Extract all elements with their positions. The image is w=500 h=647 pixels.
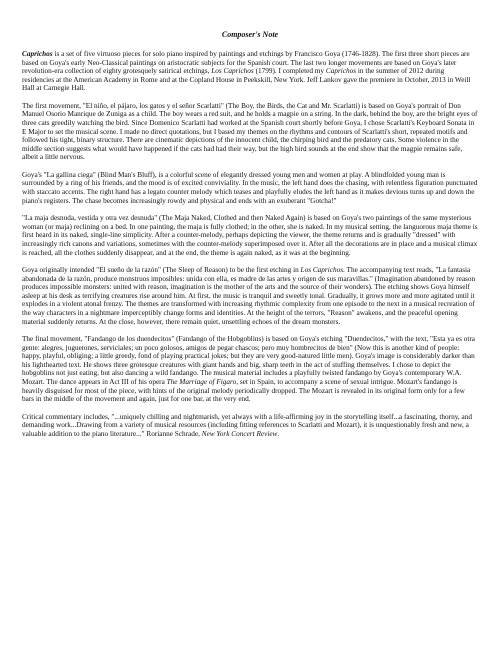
paragraph-text: is a set of five virtuoso pieces for solo piano inspired by paintings and etchings by Francisco Goya (1746-1828). The first three short pieces are based on Goya's early Neo-Classical paintings on aristocratic subjects for the Spanish court. The last two longer movements are based on Goya's later revolution-era collection of eighty grotesquely satirical etchings, — [22, 50, 470, 76]
emphasized-text: Los Caprichos — [300, 266, 344, 275]
paragraph-text: The final movement, "Fandango de los duendecitos" (Fandango of the Hobgoblins) is based on Goya's etching "Duendecitos," with the text, "Esta ya es otra gente: alegres, juguetones, serviciales; un poco golosos, amigos de pegar chascos; pero muy hombrecitos de bien" (Now this is another kind of people: happy, playful, obliging; a little greedy, fond of playing practical jokes; but they are very good-natured little men). Goya's image is considerably darker than his lighthearted text. He shows three grotesque creatures with giant hands and big, sharp teeth in the act of stuffing themselves. I chose to depict the hobgoblins not just eating, but also dancing a wild fandango. The musical material includes a playfully twisted fandango by Goya's contemporary W.A. Mozart. The dance appears in Act III of his opera — [22, 335, 476, 386]
paragraph-text: The first movement, "El niño, el pájaro, los gatos y el señor Scarlatti" (The Boy, the Birds, the Cat and Mr. Scarlatti) is based on Goya's portrait of Don Manuel Osorio Manrique de Zuniga as a child. The boy wears a red suit, and he holds a magpie on a string. In the dark, behind the boy, are the bright eyes of three cats greedily watching the bird. Since Domenico Scarlatti had worked at the Spanish court shortly before Goya, I chose Scarlatti's Keyboard Sonata in E Major to set the musical scene. I made no direct quotations, but I based my themes on the rhythms and contours of Scarlatti's short, repeated motifs and followed his tight, binary structure. There are cinematic depictions of the innocent child, the chirping bird and the predatory cats. Some violence in the middle section suggests what would have happened if the cats had had their way, but the high bird sounds at the end show that the magpie remains safe, albeit a little nervous. — [22, 101, 478, 162]
paragraph-text: . — [277, 429, 280, 438]
document-body — [22, 50, 478, 438]
paragraph-text: (1799). I completed my — [253, 67, 326, 76]
page-title: Composer's Note — [221, 30, 279, 39]
emphasized-text: Caprichos — [22, 50, 53, 58]
paragraph-text: in the summer of 2012 during residencies at the American Academy in Rome and at the Copland House in Peekskill, New York. Jeff Lankov gave the premiere in October, 2013 in Weill Hall at Carnegie Hall. — [22, 67, 471, 93]
emphasized-text: Caprichos — [325, 67, 357, 76]
paragraph — [22, 413, 478, 439]
paragraph-text: , set in Spain, to accompany a scene of sexual intrigue. Mozart's fandango is heavily disguised for most of the piece, with hints of the original melody periodically dropped. The Mozart is revealed in its original form only for a few bars in the middle of the movement and again, just for one bar, at the very end. — [22, 377, 465, 404]
paragraph — [22, 266, 478, 326]
paragraph — [22, 171, 478, 205]
emphasized-text: New York Concert Review — [201, 429, 278, 438]
emphasized-text: The Marriage of Figaro — [166, 377, 237, 386]
paragraph-text: "La maja desnuda, vestida y otra vez desnuda" (The Maja Naked, Clothed and then Naked Again) is based on Goya's two paintings of the same mysterious woman (or maja) reclining on a bed. In one painting, the maja is fully clothed; in the other, she is naked. In my musical setting, the languorous maja theme is first heard in its naked, single-line simplicity. After a counter-melody, perhaps depicting the viewer, the theme returns and is gradually "dressed" with increasingly rich canons and variations, sometimes with the counter-melody superimposed over it. After all the decorations are in place and a musical climax is reached, all the clothes suddenly disappear, and at the end, the theme is again naked, as it was at the beginning. — [22, 214, 478, 257]
paragraph — [22, 102, 478, 162]
paragraph-text: Goya's "La gallina ciega" (Blind Man's Bluff), is a colorful scene of elegantly dressed young men and women at play. A blindfolded young man is surrounded by a ring of his friends, and the mood is of excited conviviality. In the music, the left hand does the chasing, with relentless figuration punctuated with staccato accents. The right hand has a legato counter melody which teases and playfully eludes the left hand as it makes devious turns up and down the piano's registers. The chase becomes increasingly rowdy and physical and ends with an exuberant "Gotcha!" — [22, 170, 478, 205]
paragraph — [22, 335, 478, 403]
paragraph — [22, 214, 478, 257]
emphasized-text: Los Caprichos — [211, 67, 254, 76]
paragraph-text: Critical commentary includes, "...uniquely chilling and nightmarish, yet always with a life-affirming joy in the storytelling itself...a fascinating, thorny, and demanding work...Drawing from a variety of musical resources (including fitting references to Scarlatti and Mozart), it is unquestionably fresh and new, a valuable addition to the piano literature..." Rorianne Schrade, — [22, 412, 472, 438]
paragraph — [22, 50, 478, 93]
paragraph-text: Goya originally intended "El sueño de la razón" (The Sleep of Reason) to be the first etching in — [22, 266, 301, 275]
paragraph-text: . The accompanying text reads, "La fantasia abandonada de la razón, produce monstruos imposibles: unida con ella, es madre de las artes y origen de sus maravillas." (Imagination abandoned by reason produces impossible monsters: united with reason, imagination is the mother of the arts and the source of their wonders). The etching shows Goya himself asleep at his desk as terrifying creatures rise around him. At first, the music is tranquil and sweetly tonal. Gradually, it grows more and more agitated until it explodes in a violent atonal frenzy. The themes are transformed with increasing rhythmic complexity from one episode to the next in a musical recreation of the way characters in a nightmare imperceptibly change forms and identities. At the height of the terrors, "Reason" awakens, and the peaceful opening material suddenly returns. At the close, however, there remain quiet, unsettling echoes of the dream monsters. — [22, 266, 476, 326]
